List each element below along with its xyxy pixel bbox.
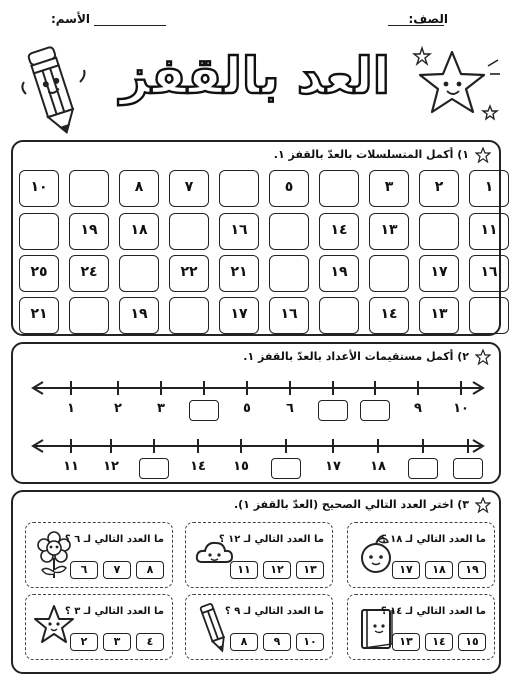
tick-label: ٣ (157, 401, 165, 416)
tick-label: ١٧ (325, 459, 341, 474)
tick-label: ١٥ (233, 459, 249, 474)
number-cell: ١١ (469, 213, 509, 250)
tick-label: ١١ (63, 459, 79, 474)
answer-option[interactable]: ١٥ (458, 633, 486, 651)
question-card (25, 522, 173, 588)
section-number-lines (11, 342, 501, 484)
answer-option[interactable]: ١٤ (425, 633, 453, 651)
number-cell: ٢٤ (69, 255, 109, 292)
question-card (185, 522, 333, 588)
tick-label: ١٢ (103, 459, 119, 474)
star-icon (475, 147, 491, 163)
question-text: ما العدد التالي لـ ١٢ ؟ (218, 534, 324, 545)
answer-option[interactable]: ١٧ (392, 561, 420, 579)
question-text: ما العدد التالي لـ ٦ ؟ (64, 534, 164, 545)
answer-option[interactable]: ٢ (70, 633, 98, 651)
tick-label: ١٨ (370, 459, 386, 474)
sequence-row (27, 170, 503, 207)
number-cell: ٢٢ (169, 255, 209, 292)
class-label: الصف: (408, 12, 448, 26)
sequence-row (27, 213, 503, 250)
number-cell: ١٨ (119, 213, 159, 250)
number-cell: ١٩ (119, 297, 159, 334)
blank-box[interactable] (139, 458, 169, 479)
blank-cell[interactable] (419, 213, 459, 250)
number-cell: ١٦ (219, 213, 259, 250)
question-text: ما العدد التالي لـ ١٨ ؟ (380, 534, 486, 545)
number-cell: ٧ (169, 170, 209, 207)
question-card (347, 522, 495, 588)
question-card (185, 594, 333, 660)
blank-cell[interactable] (219, 170, 259, 207)
answer-option[interactable]: ١٣ (296, 561, 324, 579)
blank-cell[interactable] (269, 213, 309, 250)
answer-option[interactable]: ١٠ (296, 633, 324, 651)
sequence-row (27, 297, 503, 334)
number-cell: ١٠ (19, 170, 59, 207)
tick-label: ١ (67, 401, 75, 416)
tick-label: ٥ (243, 401, 251, 416)
section-sequences (11, 140, 501, 336)
answer-option[interactable]: ٩ (263, 633, 291, 651)
number-cell: ١٤ (369, 297, 409, 334)
tick-label: ١٠ (453, 401, 469, 416)
number-cell: ٢ (419, 170, 459, 207)
number-cell: ٣ (369, 170, 409, 207)
question-text: ما العدد التالي لـ ٩ ؟ (224, 606, 324, 617)
number-cell: ٨ (119, 170, 159, 207)
answer-option[interactable]: ٨ (230, 633, 258, 651)
answer-option[interactable]: ١١ (230, 561, 258, 579)
question-text: ما العدد التالي لـ ٣ ؟ (64, 606, 164, 617)
question-text: ما العدد التالي لـ ١٤ ؟ (380, 606, 486, 617)
answer-option[interactable]: ٦ (70, 561, 98, 579)
section2-title: ٢) أكمل مستقيمات الأعداد بالعدّ بالقفز ١. (243, 350, 469, 363)
question-card (347, 594, 495, 660)
section-next-number (11, 490, 501, 674)
blank-box[interactable] (408, 458, 438, 479)
blank-cell[interactable] (469, 297, 509, 334)
number-cell: ١٣ (369, 213, 409, 250)
tick-label: ١٤ (190, 459, 206, 474)
sequence-row (27, 255, 503, 292)
star-icon (475, 497, 491, 513)
answer-option[interactable]: ١٢ (263, 561, 291, 579)
tick-label: ٢ (114, 401, 122, 416)
blank-cell[interactable] (169, 297, 209, 334)
number-cell: ١٣ (419, 297, 459, 334)
number-cell: ١٩ (319, 255, 359, 292)
number-cell: ٢١ (19, 297, 59, 334)
blank-box[interactable] (271, 458, 301, 479)
answer-option[interactable]: ٨ (136, 561, 164, 579)
class-field[interactable] (388, 14, 444, 26)
number-cell: ١٧ (419, 255, 459, 292)
blank-cell[interactable] (169, 213, 209, 250)
number-cell: ١٧ (219, 297, 259, 334)
number-cell: ١٤ (319, 213, 359, 250)
number-cell: ٢٥ (19, 255, 59, 292)
blank-cell[interactable] (69, 297, 109, 334)
name-field[interactable] (94, 14, 166, 26)
question-card (25, 594, 173, 660)
blank-cell[interactable] (269, 255, 309, 292)
blank-box[interactable] (453, 458, 483, 479)
answer-option[interactable]: ٣ (103, 633, 131, 651)
tick-label: ٦ (286, 401, 294, 416)
blank-cell[interactable] (119, 255, 159, 292)
number-cell: ١ (469, 170, 509, 207)
number-cell: ١٦ (469, 255, 509, 292)
number-cell: ١٦ (269, 297, 309, 334)
number-lines (13, 344, 503, 486)
star-mascot-icon (408, 42, 504, 126)
pencil-mascot-icon (18, 42, 90, 138)
number-cell: ١٩ (69, 213, 109, 250)
blank-box[interactable] (318, 400, 348, 421)
tick-label: ٩ (414, 401, 422, 416)
answer-option[interactable]: ١٩ (458, 561, 486, 579)
answer-option[interactable]: ١٣ (392, 633, 420, 651)
blank-box[interactable] (189, 400, 219, 421)
blank-cell[interactable] (69, 170, 109, 207)
blank-cell[interactable] (319, 170, 359, 207)
answer-option[interactable]: ٧ (103, 561, 131, 579)
number-cell: ٢١ (219, 255, 259, 292)
number-cell: ٥ (269, 170, 309, 207)
section1-title: ١) أكمل المتسلسلات بالعدّ بالقفز ١. (273, 148, 469, 161)
section3-title: ٣) اختر العدد التالي الصحيح (العدّ بالقفز ١). (233, 498, 469, 511)
blank-box[interactable] (360, 400, 390, 421)
blank-cell[interactable] (319, 297, 359, 334)
blank-cell[interactable] (369, 255, 409, 292)
answer-option[interactable]: ١٨ (425, 561, 453, 579)
blank-cell[interactable] (19, 213, 59, 250)
name-label: الأسم: (50, 12, 90, 26)
page-title: العد بالقفز (120, 47, 390, 105)
answer-option[interactable]: ٤ (136, 633, 164, 651)
